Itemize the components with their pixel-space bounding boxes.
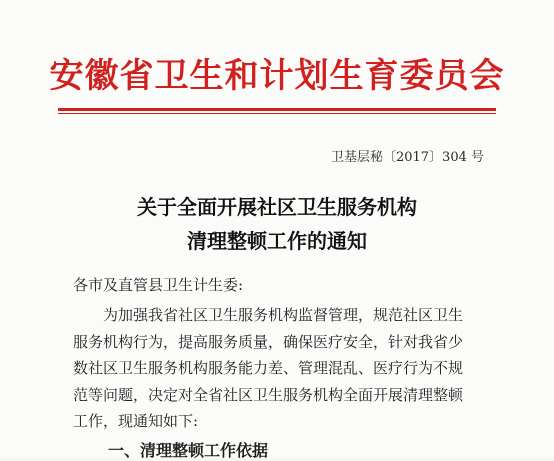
masthead-org-name: 安徽省卫生和计划生育委员会	[49, 56, 505, 96]
masthead-red-rule-thick	[58, 108, 496, 111]
document-title-line2: 清理整顿工作的通知	[187, 229, 367, 253]
salutation: 各市及直管县卫生计生委:	[73, 276, 244, 294]
document-title-line1: 关于全面开展社区卫生服务机构	[137, 195, 417, 219]
body-paragraph: 为加强我省社区卫生服务机构监督管理，规范社区卫生 服务机构行为，提高服务质量，确保医疗安全，针对我省少 数社区卫生服务机构服务能力差、管理混乱、医疗行为不规 范等问题，决定对全省社区卫生服务机构全面开展清理整顿 工作，现通知如下:	[73, 306, 464, 430]
masthead-red-rule-thin	[58, 113, 496, 114]
section-heading: 一、清理整顿工作依据	[108, 441, 269, 460]
document-number: 卫基层秘〔2017〕304 号	[330, 150, 484, 165]
